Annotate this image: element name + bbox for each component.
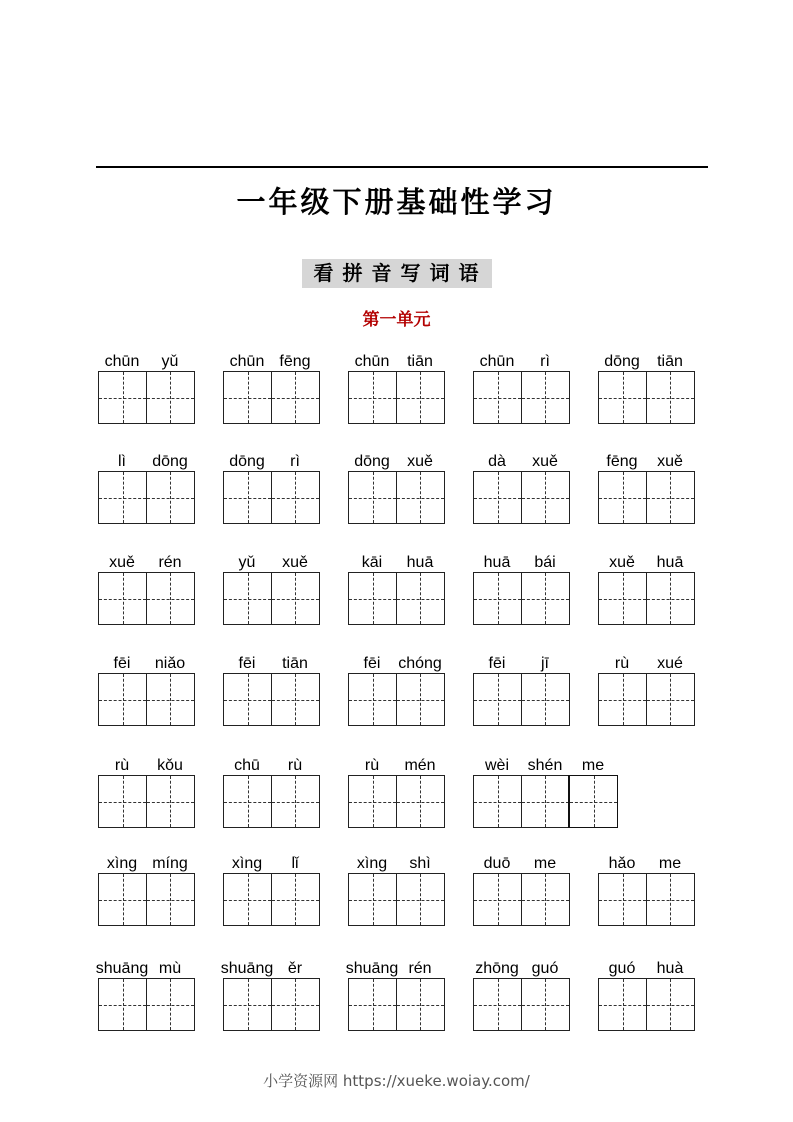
pinyin-syllable: fēng (606, 453, 638, 470)
tian-zi-ge-cell[interactable] (223, 572, 272, 625)
pinyin-syllable: fēi (238, 655, 256, 672)
tian-zi-ge-cell[interactable] (396, 978, 445, 1031)
tian-zi-ge-cell[interactable] (396, 775, 445, 828)
pinyin-syllable: me (581, 757, 605, 774)
tian-zi-ge-cell[interactable] (396, 371, 445, 424)
tian-zi-ge-cell[interactable] (521, 471, 570, 524)
pinyin-syllable: xuě (609, 554, 635, 571)
pinyin-syllable: yǔ (238, 554, 256, 571)
pinyin-syllable: dà (488, 453, 506, 470)
tian-zi-ge-cell[interactable] (98, 978, 147, 1031)
writing-grid[interactable] (223, 471, 320, 524)
tian-zi-ge-cell[interactable] (146, 471, 195, 524)
pinyin-syllable: tiān (282, 655, 308, 672)
tian-zi-ge-cell[interactable] (223, 978, 272, 1031)
tian-zi-ge-cell[interactable] (146, 775, 195, 828)
pinyin-syllable: shì (409, 855, 431, 872)
writing-grid[interactable] (98, 775, 195, 828)
tian-zi-ge-cell[interactable] (223, 673, 272, 726)
tian-zi-ge-cell[interactable] (473, 775, 522, 828)
writing-grid[interactable] (98, 471, 195, 524)
writing-grid[interactable] (223, 673, 320, 726)
pinyin-syllable: fēi (113, 655, 131, 672)
pinyin-syllable: dōng (604, 353, 640, 370)
writing-grid[interactable] (348, 673, 445, 726)
pinyin-syllable: rù (614, 655, 630, 672)
tian-zi-ge-cell[interactable] (473, 471, 522, 524)
tian-zi-ge-cell[interactable] (473, 673, 522, 726)
pinyin-syllable: fēng (279, 353, 311, 370)
tian-zi-ge-cell[interactable] (646, 673, 695, 726)
pinyin-syllable: kǒu (157, 757, 183, 774)
pinyin-syllable: bái (534, 554, 556, 571)
pinyin-syllable: chūn (229, 353, 265, 370)
pinyin-syllable: xuě (657, 453, 683, 470)
pinyin-syllable: xuě (282, 554, 308, 571)
tian-zi-ge-cell[interactable] (271, 873, 320, 926)
tian-zi-ge-cell[interactable] (348, 775, 397, 828)
writing-grid[interactable] (598, 371, 695, 424)
writing-grid[interactable] (598, 471, 695, 524)
writing-grid[interactable] (223, 873, 320, 926)
tian-zi-ge-cell[interactable] (98, 873, 147, 926)
tian-zi-ge-cell[interactable] (646, 471, 695, 524)
pinyin-syllable: jī (541, 655, 549, 672)
writing-grid[interactable] (348, 775, 445, 828)
pinyin-syllable: lǐ (291, 855, 299, 872)
tian-zi-ge-cell[interactable] (348, 371, 397, 424)
writing-grid[interactable] (473, 873, 570, 926)
pinyin-syllable: rù (364, 757, 380, 774)
tian-zi-ge-cell[interactable] (521, 873, 570, 926)
tian-zi-ge-cell[interactable] (521, 371, 570, 424)
tian-zi-ge-cell[interactable] (521, 673, 570, 726)
writing-grid[interactable] (473, 572, 570, 625)
pinyin-syllable: me (533, 855, 557, 872)
tian-zi-ge-cell[interactable] (598, 673, 647, 726)
tian-zi-ge-cell[interactable] (396, 471, 445, 524)
tian-zi-ge-cell[interactable] (521, 978, 570, 1031)
unit-heading: 第一单元 (362, 310, 431, 330)
tian-zi-ge-cell[interactable] (146, 978, 195, 1031)
tian-zi-ge-cell[interactable] (146, 371, 195, 424)
tian-zi-ge-cell[interactable] (348, 673, 397, 726)
footer-watermark: 小学资源网 https://xueke.woiay.com/ (263, 1072, 530, 1090)
pinyin-syllable: dōng (354, 453, 390, 470)
tian-zi-ge-cell[interactable] (473, 873, 522, 926)
writing-grid[interactable] (473, 471, 570, 524)
tian-zi-ge-cell[interactable] (568, 775, 618, 828)
tian-zi-ge-cell[interactable] (598, 371, 647, 424)
pinyin-syllable: míng (152, 855, 188, 872)
pinyin-syllable: shuāng (345, 960, 399, 977)
writing-grid[interactable] (98, 978, 195, 1031)
tian-zi-ge-cell[interactable] (98, 572, 147, 625)
pinyin-syllable: rén (158, 554, 182, 571)
tian-zi-ge-cell[interactable] (473, 371, 522, 424)
pinyin-syllable: shuāng (220, 960, 274, 977)
tian-zi-ge-cell[interactable] (271, 978, 320, 1031)
tian-zi-ge-cell[interactable] (396, 873, 445, 926)
tian-zi-ge-cell[interactable] (396, 572, 445, 625)
writing-grid[interactable] (598, 572, 695, 625)
tian-zi-ge-cell[interactable] (598, 471, 647, 524)
tian-zi-ge-cell[interactable] (348, 572, 397, 625)
writing-grid[interactable] (98, 572, 195, 625)
writing-grid[interactable] (473, 673, 570, 726)
pinyin-syllable: rù (114, 757, 130, 774)
writing-grid[interactable] (473, 775, 618, 828)
pinyin-syllable: wèi (484, 757, 510, 774)
pinyin-syllable: zhōng (475, 960, 519, 977)
pinyin-syllable: shén (527, 757, 563, 774)
tian-zi-ge-cell[interactable] (473, 978, 522, 1031)
pinyin-syllable: fēi (488, 655, 506, 672)
tian-zi-ge-cell[interactable] (348, 471, 397, 524)
tian-zi-ge-cell[interactable] (271, 673, 320, 726)
writing-grid[interactable] (473, 371, 570, 424)
pinyin-syllable: xuě (532, 453, 558, 470)
tian-zi-ge-cell[interactable] (223, 371, 272, 424)
tian-zi-ge-cell[interactable] (396, 673, 445, 726)
tian-zi-ge-cell[interactable] (646, 873, 695, 926)
tian-zi-ge-cell[interactable] (271, 371, 320, 424)
pinyin-syllable: rì (540, 353, 550, 370)
pinyin-syllable: mù (158, 960, 182, 977)
writing-grid[interactable] (348, 371, 445, 424)
pinyin-syllable: xuě (109, 554, 135, 571)
writing-grid[interactable] (348, 572, 445, 625)
tian-zi-ge-cell[interactable] (146, 673, 195, 726)
writing-grid[interactable] (348, 873, 445, 926)
tian-zi-ge-cell[interactable] (223, 775, 272, 828)
tian-zi-ge-cell[interactable] (598, 978, 647, 1031)
pinyin-syllable: chūn (354, 353, 390, 370)
pinyin-syllable: chūn (479, 353, 515, 370)
tian-zi-ge-cell[interactable] (98, 471, 147, 524)
pinyin-syllable: huā (483, 554, 511, 571)
section-heading: 看拼音写词语 (302, 259, 492, 288)
writing-grid[interactable] (598, 673, 695, 726)
writing-grid[interactable] (223, 572, 320, 625)
tian-zi-ge-cell[interactable] (271, 572, 320, 625)
writing-grid[interactable] (598, 873, 695, 926)
tian-zi-ge-cell[interactable] (146, 572, 195, 625)
tian-zi-ge-cell[interactable] (348, 873, 397, 926)
pinyin-syllable: xué (657, 655, 683, 672)
page-title: 一年级下册基础性学习 (236, 185, 557, 219)
tian-zi-ge-cell[interactable] (348, 978, 397, 1031)
writing-grid[interactable] (98, 873, 195, 926)
pinyin-syllable: xuě (407, 453, 433, 470)
pinyin-syllable: dōng (229, 453, 265, 470)
tian-zi-ge-cell[interactable] (521, 572, 570, 625)
pinyin-syllable: rén (408, 960, 432, 977)
pinyin-syllable: guó (608, 960, 636, 977)
pinyin-syllable: huā (656, 554, 684, 571)
writing-grid[interactable] (223, 371, 320, 424)
pinyin-syllable: dōng (152, 453, 188, 470)
pinyin-syllable: me (658, 855, 682, 872)
pinyin-syllable: huā (406, 554, 434, 571)
tian-zi-ge-cell[interactable] (98, 371, 147, 424)
writing-grid[interactable] (598, 978, 695, 1031)
pinyin-syllable: niǎo (154, 655, 186, 672)
tian-zi-ge-cell[interactable] (473, 572, 522, 625)
writing-grid[interactable] (98, 673, 195, 726)
tian-zi-ge-cell[interactable] (271, 471, 320, 524)
pinyin-syllable: rù (287, 757, 303, 774)
section-heading-wrap (0, 259, 793, 288)
writing-grid[interactable] (348, 471, 445, 524)
pinyin-syllable: guó (531, 960, 559, 977)
pinyin-syllable: shuāng (95, 960, 149, 977)
tian-zi-ge-cell[interactable] (223, 873, 272, 926)
tian-zi-ge-cell[interactable] (271, 775, 320, 828)
pinyin-syllable: hǎo (608, 855, 636, 872)
tian-zi-ge-cell[interactable] (146, 873, 195, 926)
pinyin-syllable: xìng (356, 855, 388, 872)
pinyin-syllable: kāi (361, 554, 383, 571)
pinyin-syllable: chūn (104, 353, 140, 370)
pinyin-syllable: ěr (287, 960, 303, 977)
writing-grid[interactable] (98, 371, 195, 424)
pinyin-syllable: chóng (398, 655, 442, 672)
pinyin-syllable: duō (483, 855, 511, 872)
pinyin-syllable: chū (234, 757, 260, 774)
pinyin-syllable: rì (290, 453, 300, 470)
tian-zi-ge-cell[interactable] (98, 673, 147, 726)
tian-zi-ge-cell[interactable] (223, 471, 272, 524)
tian-zi-ge-cell[interactable] (646, 371, 695, 424)
pinyin-syllable: fēi (363, 655, 381, 672)
pinyin-syllable: tiān (657, 353, 683, 370)
pinyin-syllable: xìng (231, 855, 263, 872)
writing-grid[interactable] (473, 978, 570, 1031)
writing-grid[interactable] (223, 978, 320, 1031)
pinyin-syllable: xìng (106, 855, 138, 872)
writing-grid[interactable] (348, 978, 445, 1031)
header-rule (96, 166, 708, 168)
pinyin-syllable: yǔ (161, 353, 179, 370)
pinyin-syllable: mén (404, 757, 436, 774)
writing-grid[interactable] (223, 775, 320, 828)
tian-zi-ge-cell[interactable] (646, 572, 695, 625)
tian-zi-ge-cell[interactable] (521, 775, 570, 828)
tian-zi-ge-cell[interactable] (98, 775, 147, 828)
tian-zi-ge-cell[interactable] (598, 572, 647, 625)
tian-zi-ge-cell[interactable] (598, 873, 647, 926)
pinyin-syllable: huà (656, 960, 684, 977)
pinyin-syllable: tiān (407, 353, 433, 370)
pinyin-syllable: lì (118, 453, 126, 470)
tian-zi-ge-cell[interactable] (646, 978, 695, 1031)
